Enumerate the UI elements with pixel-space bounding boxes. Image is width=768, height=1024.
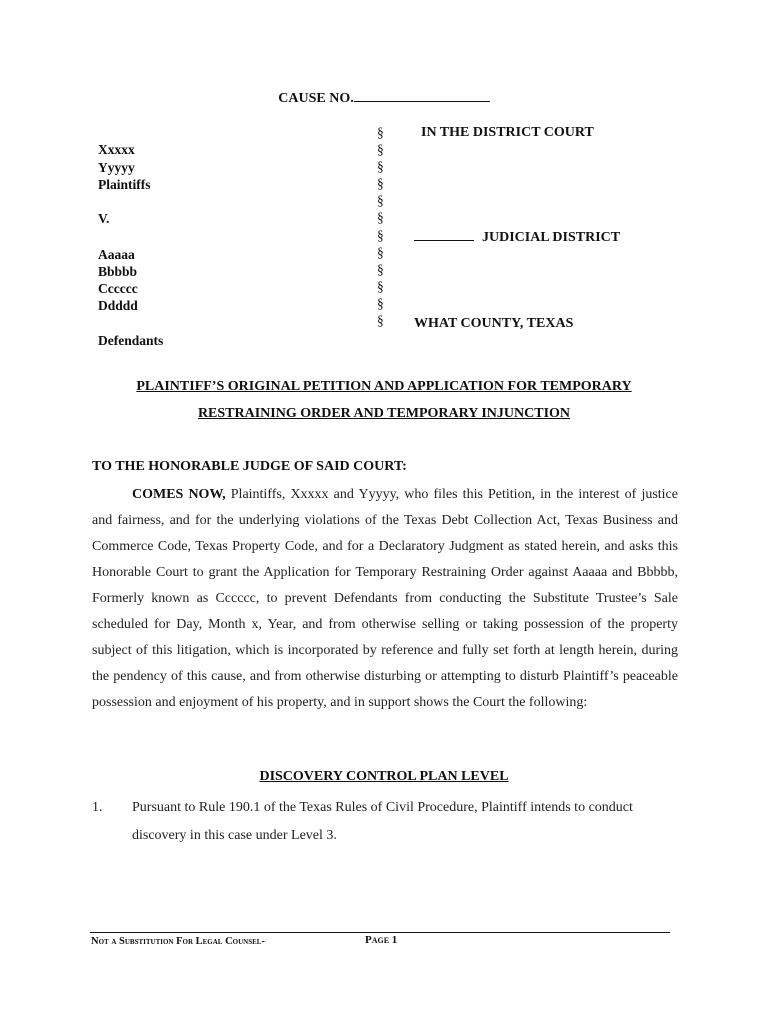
section-symbol: §	[377, 159, 384, 174]
judicial-district-label: JUDICIAL DISTRICT	[482, 230, 621, 245]
section-symbol: §	[377, 245, 384, 260]
discovery-paragraph-text: Pursuant to Rule 190.1 of the Texas Rules of Civil Procedure, Plaintiff intends to conduct discovery in this case under Level 3.	[132, 800, 633, 843]
section-symbol: §	[377, 176, 384, 191]
comes-now-lead: COMES NOW,	[132, 487, 226, 502]
opening-paragraph	[92, 482, 678, 716]
petition-title-line-2: RESTRAINING ORDER AND TEMPORARY INJUNCTION	[197, 406, 571, 421]
section-symbol: §	[377, 228, 384, 243]
versus-label: V.	[98, 211, 110, 226]
section-symbol: §	[377, 313, 384, 328]
section-symbol: §	[377, 193, 384, 208]
section-symbol: §	[377, 142, 384, 157]
county-line: WHAT COUNTY, TEXAS	[414, 316, 574, 331]
petition-title-line-1: PLAINTIFF’S ORIGINAL PETITION AND APPLICATION FOR TEMPORARY	[136, 379, 632, 394]
defendant-name-1: Aaaaa	[98, 247, 135, 262]
plaintiff-name-1: Xxxxx	[98, 142, 135, 157]
district-number-blank	[414, 229, 474, 241]
section-symbol: §	[377, 210, 384, 225]
section-symbol: §	[377, 296, 384, 311]
discovery-heading: DISCOVERY CONTROL PLAN LEVEL	[259, 769, 509, 784]
defendant-name-2: Bbbbb	[98, 264, 138, 279]
defendant-name-4: Ddddd	[98, 298, 138, 313]
footer-rule	[90, 932, 670, 933]
section-symbol: §	[377, 262, 384, 277]
defendants-label: Defendants	[98, 333, 164, 348]
cause-number	[0, 90, 768, 107]
plaintiffs-label: Plaintiffs	[98, 177, 151, 192]
paragraph-number: 1.	[92, 800, 103, 815]
numbered-paragraph	[92, 794, 678, 850]
salutation: TO THE HONORABLE JUDGE OF SAID COURT:	[92, 459, 407, 474]
opening-paragraph-text: Plaintiffs, Xxxxx and Yyyyy, who files this Petition, in the interest of justice and fairness, and for the underlying violations of the Texas Debt Collection Act, Texas Business and Commerce Code, Texas Property Code, and for a Declaratory Judgment as stated herein, and asks this Honorable Court to grant the Application for Temporary Restraining Order against Aaaaa and Bbbbb, Formerly known as Cccccc, to prevent Defendants from conducting the Substitute Trustee’s Sale scheduled for Day, Month x, Year, and from otherwise selling or taking possession of the property subject of this litigation, which is incorporated by reference and fully set forth at length herein, during the pendency of this cause, and from otherwise disturbing or attempting to disturb Plaintiff’s peaceable possession and enjoyment of his property, and in support shows the Court the following:	[92, 487, 678, 710]
footer-disclaimer: Not a Substitution For Legal Counsel-	[91, 936, 265, 947]
plaintiff-name-2: Yyyyy	[98, 160, 135, 175]
defendant-name-3: Cccccc	[98, 281, 138, 296]
page-number: Page 1	[365, 934, 398, 946]
section-symbol: §	[377, 279, 384, 294]
section-symbol: §	[377, 125, 384, 140]
cause-number-blank	[354, 90, 490, 102]
cause-number-label: CAUSE NO.	[278, 91, 354, 106]
judicial-district	[414, 229, 620, 246]
court-name: IN THE DISTRICT COURT	[421, 125, 594, 140]
